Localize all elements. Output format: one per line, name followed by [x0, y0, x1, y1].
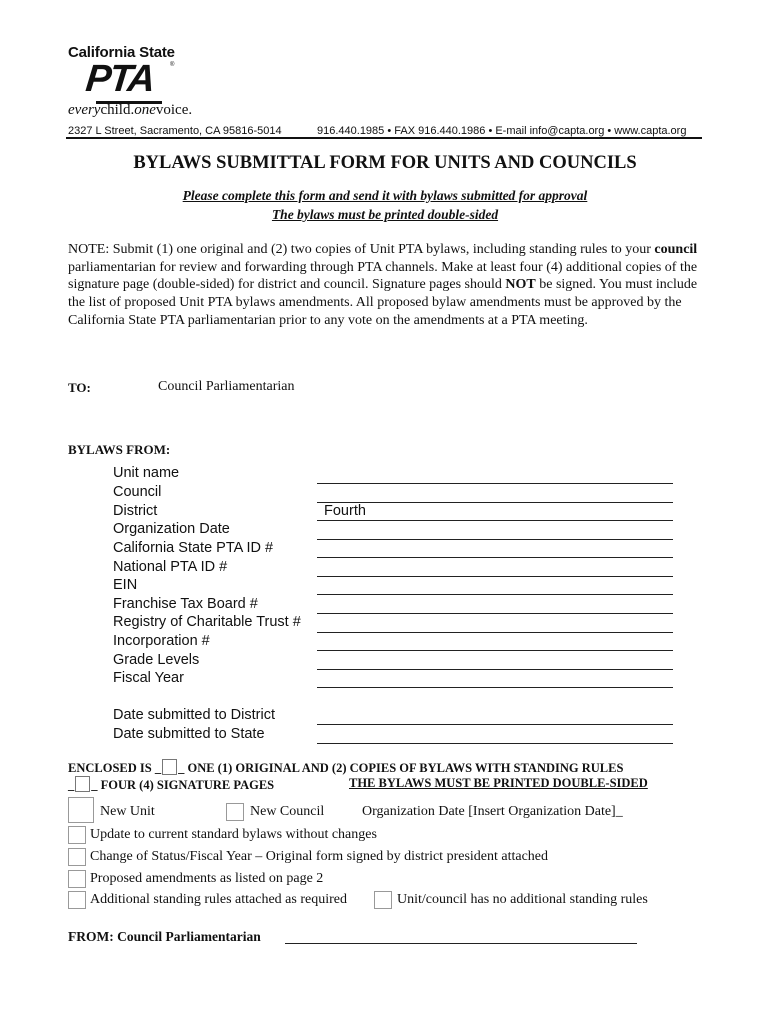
field-label-ein: EIN: [113, 577, 138, 593]
field-line-franchise-tax-board[interactable]: [317, 613, 673, 614]
new-unit-label: New Unit: [100, 804, 155, 819]
no-standing-rules-checkbox[interactable]: [374, 891, 392, 909]
logo-tagline: [68, 102, 192, 119]
logo-pta: PTA: [83, 58, 156, 100]
instruction-line-2: The bylaws must be printed double-sided: [271, 207, 499, 222]
note-text-1: NOTE: Submit (1) one original and (2) two copies of Unit PTA bylaws, including standing rules to your: [68, 242, 651, 257]
enclosed-line-1-text: _ ONE (1) ORIGINAL AND (2) COPIES OF BYLAWS WITH STANDING RULES: [178, 761, 624, 775]
bylaws-from-heading: BYLAWS FROM:: [68, 442, 171, 457]
tagline-child: child.: [100, 102, 135, 118]
field-line-grade-levels[interactable]: [317, 669, 673, 670]
field-label-organization-date: Organization Date: [113, 521, 230, 537]
standing-rules-label: Additional standing rules attached as required: [90, 892, 347, 907]
standing-rules-checkbox[interactable]: [68, 891, 86, 909]
header-contact: 916.440.1985 • FAX 916.440.1986 • E-mail info@capta.org • www.capta.org: [317, 125, 687, 137]
field-label-date-to-state: Date submitted to State: [113, 726, 265, 742]
field-label-incorporation: Incorporation #: [113, 633, 210, 649]
field-line-council[interactable]: [317, 502, 673, 503]
amendments-label: Proposed amendments as listed on page 2: [90, 871, 324, 886]
update-bylaws-label: Update to current standard bylaws without changes: [90, 827, 377, 842]
field-line-unit-name[interactable]: [317, 483, 673, 484]
from-label: FROM: Council Parliamentarian: [68, 929, 261, 944]
field-label-date-to-district: Date submitted to District: [113, 707, 275, 723]
field-line-date-to-district[interactable]: [317, 724, 673, 725]
form-title: BYLAWS SUBMITTAL FORM FOR UNITS AND COUNCILS: [133, 153, 637, 173]
field-line-charitable-trust[interactable]: [317, 632, 673, 633]
change-status-label: Change of Status/Fiscal Year – Original form signed by district president attached: [90, 849, 549, 864]
note-paragraph: [68, 241, 708, 330]
field-value-district[interactable]: Fourth: [324, 503, 366, 519]
enclosed-line-2: [68, 776, 274, 793]
tagline-one: one: [134, 102, 156, 118]
field-line-national-pta-id[interactable]: [317, 576, 673, 577]
note-text-2: parliamentarian for review and forwarding through PTA channels. Make at least four (4) additional copies of the signature page (double-sided) for district and council. Signature pages should: [68, 259, 698, 293]
field-label-unit-name: Unit name: [113, 465, 180, 481]
note-text-3: be signed. You must include the list of proposed Unit PTA bylaws amendments. All proposed bylaw amendments must be approved by the California State PTA parliamentarian prior to any vote on the amendments at a PTA meeting.: [68, 277, 698, 328]
field-label-national-pta-id: National PTA ID #: [113, 559, 228, 575]
field-label-council: Council: [113, 484, 162, 500]
enclosed-signature-checkbox[interactable]: [75, 776, 90, 792]
to-value: Council Parliamentarian: [158, 379, 295, 394]
update-bylaws-checkbox[interactable]: [68, 826, 86, 844]
new-council-label: New Council: [250, 804, 325, 819]
field-line-date-to-state[interactable]: [317, 743, 673, 744]
field-label-grade-levels: Grade Levels: [113, 652, 200, 668]
field-line-incorporation[interactable]: [317, 650, 673, 651]
instruction-line-1: Please complete this form and send it with bylaws submitted for approval: [182, 188, 588, 203]
field-line-ein[interactable]: [317, 594, 673, 595]
field-label-fiscal-year: Fiscal Year: [113, 670, 184, 686]
note-bold-not: NOT: [505, 277, 536, 293]
logo-org-name: California State: [68, 44, 175, 61]
field-label-district: District: [113, 503, 158, 519]
field-label-state-pta-id: California State PTA ID #: [113, 540, 274, 556]
enclosed-line-2-text: _ FOUR (4) SIGNATURE PAGES: [91, 778, 275, 792]
logo-trademark: ®: [170, 62, 175, 68]
enclosed-prefix: ENCLOSED IS _: [68, 761, 162, 775]
header-address: 2327 L Street, Sacramento, CA 95816-5014: [68, 125, 282, 137]
field-line-district[interactable]: [317, 520, 673, 521]
organization-date-label: Organization Date [Insert Organization Date]_: [362, 804, 623, 819]
field-label-franchise-tax-board: Franchise Tax Board #: [113, 596, 258, 612]
note-bold-council: council: [654, 242, 698, 257]
change-status-checkbox[interactable]: [68, 848, 86, 866]
field-line-fiscal-year[interactable]: [317, 687, 673, 688]
field-line-state-pta-id[interactable]: [317, 557, 673, 558]
tagline-voice: voice.: [155, 102, 193, 118]
tagline-every: every: [68, 102, 101, 118]
double-sided-notice: THE BYLAWS MUST BE PRINTED DOUBLE-SIDED: [349, 776, 648, 790]
header-rule: [66, 137, 702, 139]
field-line-organization-date[interactable]: [317, 539, 673, 540]
no-standing-rules-label: Unit/council has no additional standing rules: [397, 892, 648, 907]
new-council-checkbox[interactable]: [226, 803, 244, 821]
from-signature-line[interactable]: [285, 943, 637, 944]
enclosed-line-1: [68, 759, 623, 776]
amendments-checkbox[interactable]: [68, 870, 86, 888]
enclosed-line-2-prefix: _: [68, 778, 75, 792]
to-label: TO:: [68, 380, 91, 395]
enclosed-originals-checkbox[interactable]: [162, 759, 177, 775]
field-label-charitable-trust: Registry of Charitable Trust #: [113, 614, 301, 630]
new-unit-checkbox[interactable]: [68, 797, 94, 823]
